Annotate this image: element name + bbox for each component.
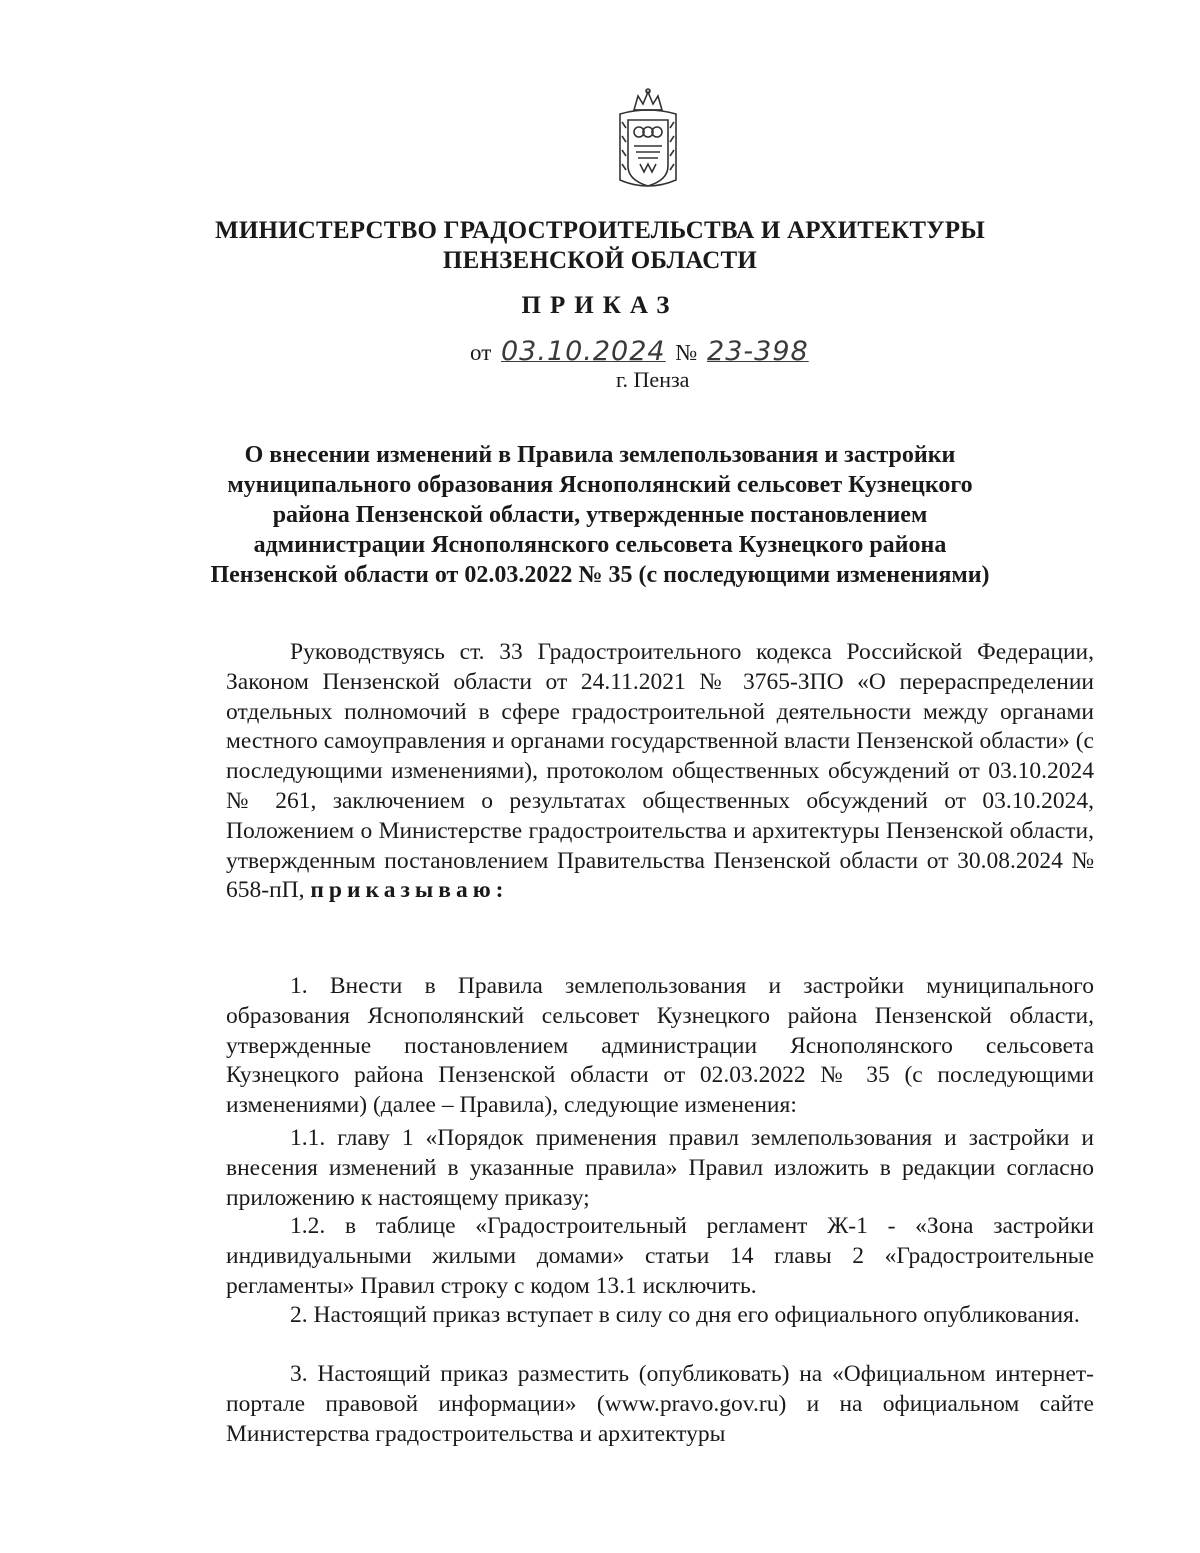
item-1-2: 1.2. в таблице «Градостроительный регламент Ж-1 - «Зона застройки индивидуальными жилыми домами» статьи 14 главы 2 «Градостроительные регламенты» Правил строку с кодом 13.1 исключить. (226, 1213, 1094, 1299)
preamble-order-word: приказываю: (310, 877, 509, 904)
number-prefix: № (675, 340, 698, 365)
date-prefix: от (470, 340, 492, 365)
city: г. Пенза (616, 367, 690, 392)
item-3: 3. Настоящий приказ разместить (опубликовать) на «Официальном интернет-портале правовой информации» (www.pravo.gov.ru) и на официальном сайте Министерства градостроительства и архитектуры (226, 1361, 1094, 1447)
preamble-text: Руководствуясь ст. 33 Градостроительного кодекса Российской Федерации, Законом Пензенской области от 24.11.2021 № 3765-ЗПО «О перераспределении отдельных полномочий в сфере градостроительной деятельности между органами местного самоуправления и органами государственной власти Пензенской области» (с последующими изменениями), протоколом общественных обсуждений от 03.10.2024 № 261, заключением о результатах общественных обсуждений от 03.10.2024, Положением о Министерстве градостроительства и архитектуры Пензенской области, утвержденным постановлением Правительства Пензенской области от 30.08.2024 № 658-пП, (226, 639, 1094, 904)
order-date-number (470, 336, 813, 367)
item-1-1: 1.1. главу 1 «Порядок применения правил землепользования и застройки и внесения изменений в указанные правила» Правил изложить в редакции согласно приложению к настоящему приказу; (226, 1125, 1094, 1211)
ministry-name (200, 216, 1000, 276)
order-date: 03.10.2024 (501, 336, 666, 367)
item-1: 1. Внести в Правила землепользования и застройки муниципального образования Яснополянский сельсовет Кузнецкого района Пензенской области, утвержденные постановлением администрации Яснополянского сельсовета Кузнецкого района Пензенской области от 02.03.2022 № 35 (с последующими изменениями) (далее – Правила), следующие изменения: (226, 973, 1094, 1119)
order-number: 23-398 (707, 336, 809, 367)
item-2: 2. Настоящий приказ вступает в силу со дня его официального опубликования. (290, 1302, 1080, 1328)
preamble-paragraph (226, 638, 1094, 906)
order-title: ПРИКАЗ (521, 292, 679, 319)
ministry-line-2: ПЕНЗЕНСКОЙ ОБЛАСТИ (442, 247, 758, 274)
coat-of-arms-icon (610, 88, 686, 196)
ministry-line-1: МИНИСТЕРСТВО ГРАДОСТРОИТЕЛЬСТВА И АРХИТЕКТУРЫ (215, 217, 985, 244)
order-subject: О внесении изменений в Правила землепользования и застройки муниципального образования Яснополянский сельсовет Кузнецкого района Пензенской области, утвержденные постановлением администрации Яснополянского сельсовета Кузнецкого района Пензенской области от 02.03.2022 № 35 (с последующими изменениями) (210, 442, 990, 588)
